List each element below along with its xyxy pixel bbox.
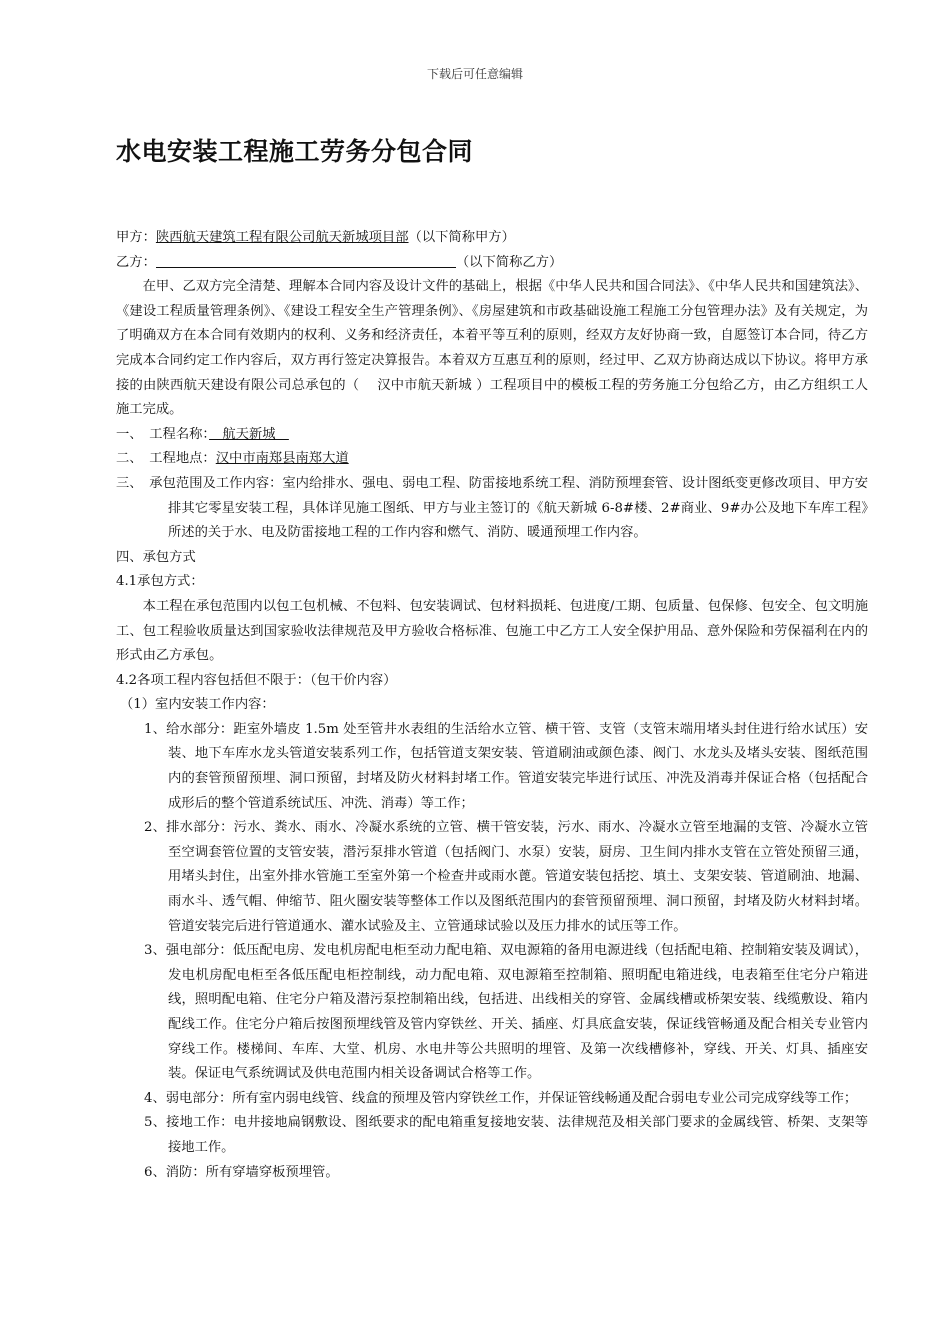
section-3: 三、 承包范围及工作内容：室内给排水、强电、弱电工程、防雷接地系统工程、消防预埋套管、设计图纸变更修改项目、甲方安排其它零星安装工程，具体详见施工图纸、甲方与业主签订的《航天新城 6-8#楼、2#商业、9#办公及地下车库工程》所述的关于水、电及防雷接地工程的工作内容和燃气、消防、暖通预埋工作内容。: [116, 475, 868, 541]
list-item: 5、接地工作：电井接地扁钢敷设、图纸要求的配电箱重复接地安装、法律规范及相关部门要求的金属线管、桥架、支架等接地工作。: [144, 1115, 868, 1155]
project-name: 航天新城: [209, 426, 289, 442]
header-note: 下载后可任意编辑: [426, 67, 523, 81]
section-4-1-body: 本工程在承包范围内以包工包机械、不包料、包安装调试、包材料损耗、包进度/工期、包质量、包保修、包安全、包文明施工、包工程验收质量达到国家验收法律规范及甲方验收合格标准、包施工中乙方工人安全保护用品、意外保险和劳保福利在内的形式由乙方承包。: [116, 598, 868, 664]
list-item: 4、弱电部分：所有室内弱电线管、线盒的预埋及管内穿铁丝工作，并保证管线畅通及配合弱电专业公司完成穿线等工作；: [144, 1090, 858, 1106]
intro-paragraph: 在甲、乙双方完全清楚、理解本合同内容及设计文件的基础上，根据《中华人民共和国合同法》、《中华人民共和国建筑法》、《建设工程质量管理条例》、《建设工程安全生产管理条例》、《房屋建筑和市政基础设施工程施工分包管理办法》及有关规定，为了明确双方在本合同有效期内的权利、义务和经济责任，本着平等互利的原则，经双方友好协商一致，自愿签订本合同，待乙方完成本合同约定工作内容后，双方再行签定决算报告。本着双方互惠互利的原则，经过甲、乙双方协商达成以下协议。将甲方承接的由陕西航天建设有限公司总承包的（ 汉中市航天新城 ）工程项目中的模板工程的劳务施工分包给乙方，由乙方组织工人施工完成。: [116, 279, 868, 418]
section-1: 一、 工程名称： 航天新城: [116, 426, 289, 442]
project-location: 汉中市南郑县南郑大道: [215, 451, 349, 467]
party-a-name: 陕西航天建筑工程有限公司航天新城项目部: [155, 230, 409, 245]
party-b-line: 乙方： （以下简称乙方）: [116, 254, 563, 270]
contract-body: [116, 226, 868, 1185]
section-4-2-subtitle: （1）室内安装工作内容：: [120, 697, 275, 713]
list-item: 3、强电部分：低压配电房、发电机房配电柜至动力配电箱、双电源箱的备用电源进线（包括配电箱、控制箱安装及调试），发电机房配电柜至各低压配电柜控制线，动力配电箱、双电源箱至控制箱、照明配电箱进线，电表箱至住宅分户箱进线，照明配电箱、住宅分户箱及潜污泵控制箱出线，包括进、出线相关的穿管、金属线槽或桥架安装、线缆敷设、箱内配线工作。住宅分户箱后按图预埋线管及管内穿铁丝、开关、插座、灯具底盒安装，保证线管畅通及配合相关专业管内穿线工作。楼梯间、车库、大堂、机房、水电井等公共照明的埋管、及第一次线槽修补，穿线、开关、灯具、插座安装。保证电气系统调试及供电范围内相关设备调试合格等工作。: [144, 943, 868, 1082]
contract-title: 水电安装工程施工劳务分包合同: [116, 137, 474, 166]
list-item: 1、给水部分：距室外墙皮 1.5m 处至管井水表组的生活给水立管、横干管、支管（支管末端用堵头封住进行给水试压）安装、地下车库水龙头管道安装系列工作，包括管道支架安装、管道刷油或颜色漆、阀门、水龙头及堵头安装、图纸范围内的套管预留预埋、洞口预留，封堵及防火材料封堵工作。管道安装完毕进行试压、冲洗及消毒并保证合格（包括配合成形后的整个管道系统试压、冲洗、消毒）等工作；: [144, 721, 868, 811]
list-item: 6、消防：所有穿墙穿板预埋管。: [144, 1164, 339, 1180]
party-b-blank: [156, 253, 456, 268]
section-2: 二、 工程地点：汉中市南郑县南郑大道: [116, 451, 349, 467]
section-4-1-title: 4.1承包方式：: [116, 574, 204, 590]
section-4: 四、承包方式: [116, 549, 196, 565]
list-item: 2、排水部分：污水、粪水、雨水、冷凝水系统的立管、横干管安装，污水、雨水、冷凝水立管至地漏的支管、冷凝水立管至空调套管位置的支管安装，潜污泵排水管道（包括阀门、水泵）安装，厨房、卫生间内排水支管在立管处预留三通，用堵头封住，出室外排水管施工至室外第一个检查井或雨水蓖。管道安装包括挖、填土、支架安装、管道刷油、地漏、雨水斗、透气帽、伸缩节、阻火圈安装等整体工作以及图纸范围内的套管预留预埋、洞口预留，封堵及防火材料封堵。管道安装完后进行管道通水、灌水试验及主、立管通球试验以及压力排水的试压等工作。: [144, 820, 868, 934]
party-a-line: 甲方：陕西航天建筑工程有限公司航天新城项目部（以下简称甲方）: [116, 230, 515, 245]
section-4-2-title: 4.2各项工程内容包括但不限于：（包干价内容）: [116, 672, 397, 688]
